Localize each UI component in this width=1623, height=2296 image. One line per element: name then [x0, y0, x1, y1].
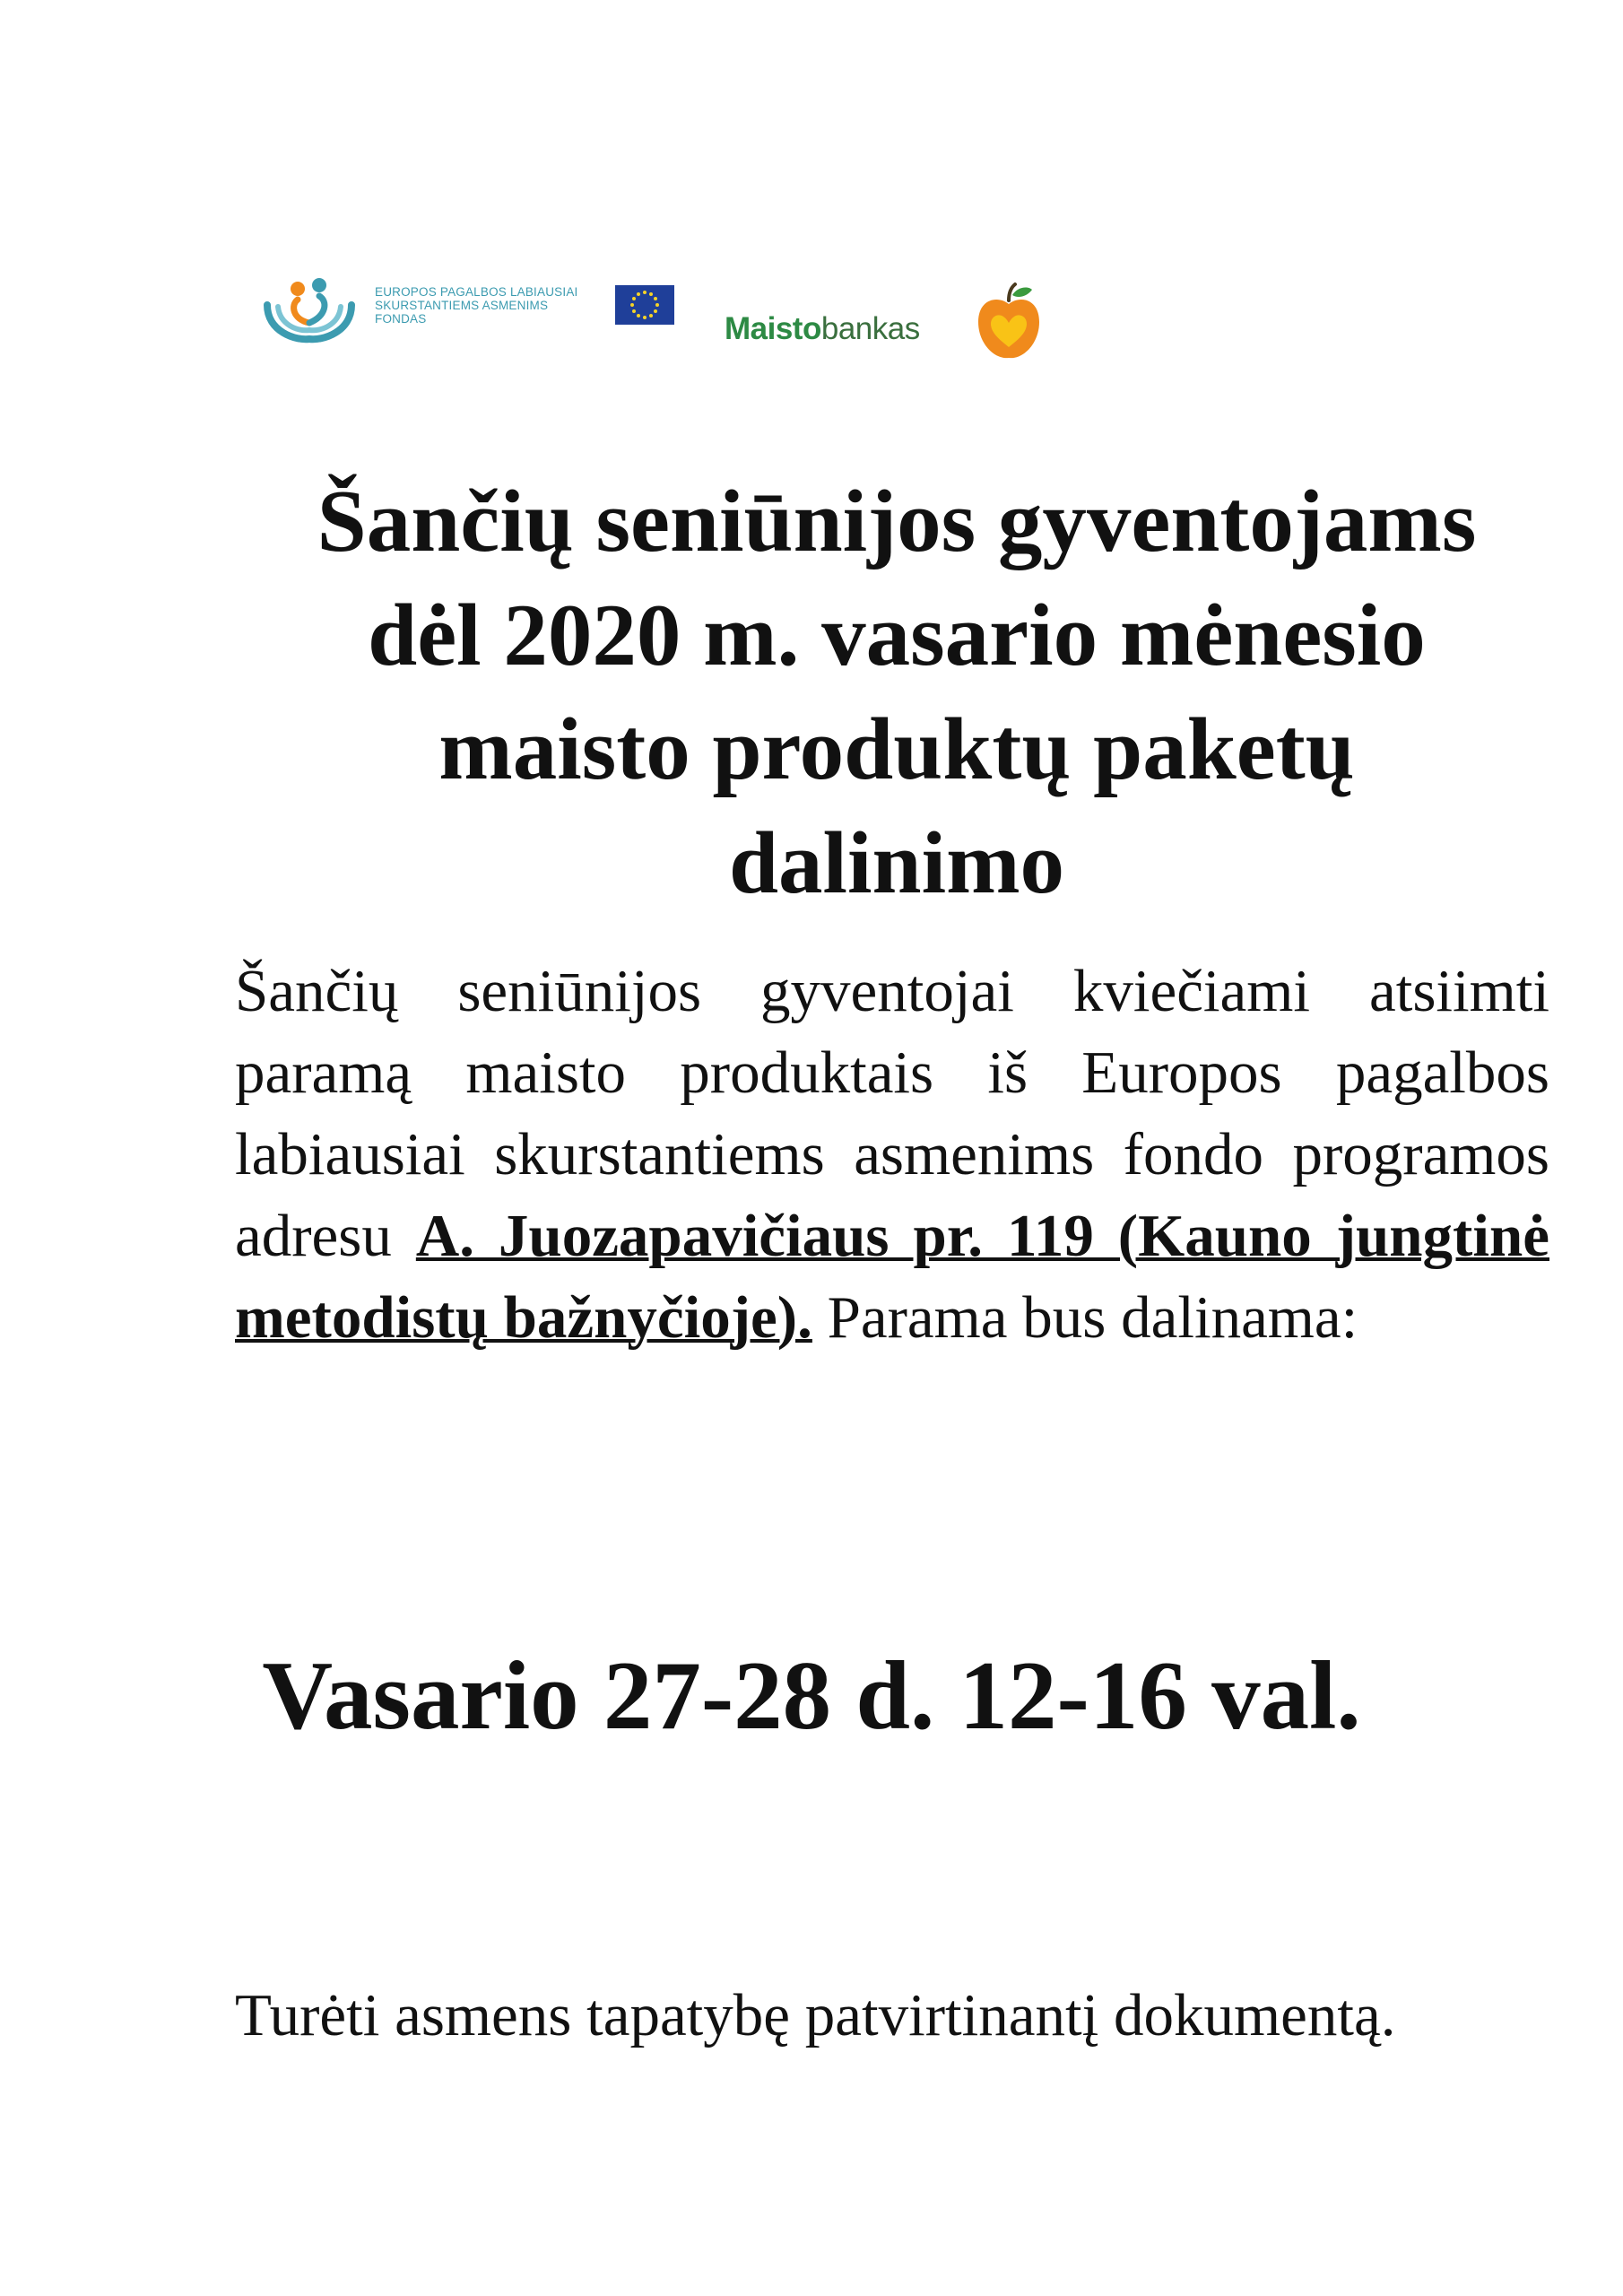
announcement-body — [235, 951, 1549, 1359]
eu-flag-icon — [615, 285, 674, 325]
body-intro: Šančių seniūnijos gyventojai kviečiami atsiimti paramą maisto produktais iš Europos pagalbos labiausiai skurstantiems asmenims fondo programos adresu — [235, 958, 1549, 1269]
maistobankas-logo — [725, 311, 920, 347]
title-line-2: dėl 2020 m. vasario mėnesio — [368, 587, 1426, 684]
people-heart-icon — [260, 269, 359, 345]
maistobankas-light: bankas — [820, 311, 920, 346]
logo-header — [260, 265, 1067, 381]
fund-name — [375, 285, 608, 326]
body-outro: Parama bus dalinama: — [812, 1284, 1358, 1351]
title-line-3: maisto produktų paketų — [438, 700, 1355, 798]
title-line-4: dalinimo — [728, 814, 1065, 912]
fund-name-line-1: EUROPOS PAGALBOS LABIAUSIAI — [375, 285, 578, 299]
distribution-address: A. Juozapavičiaus pr. 119 (Kauno jungtinė metodistų bažnyčioje). — [235, 1203, 1549, 1351]
maistobankas-bold: Maisto — [725, 311, 821, 346]
title-line-1: Šančių seniūnijos gyventojams — [317, 473, 1477, 570]
id-requirement-note: Turėti asmens tapatybę patvirtinantį dokumentą. — [235, 1982, 1396, 2048]
apple-heart-icon — [973, 281, 1045, 363]
fund-name-line-2: SKURSTANTIEMS ASMENIMS — [375, 299, 549, 312]
fund-name-line-3: FONDAS — [375, 312, 427, 326]
distribution-dates: Vasario 27-28 d. 12-16 val. — [262, 1641, 1361, 1750]
page-title — [206, 465, 1587, 920]
